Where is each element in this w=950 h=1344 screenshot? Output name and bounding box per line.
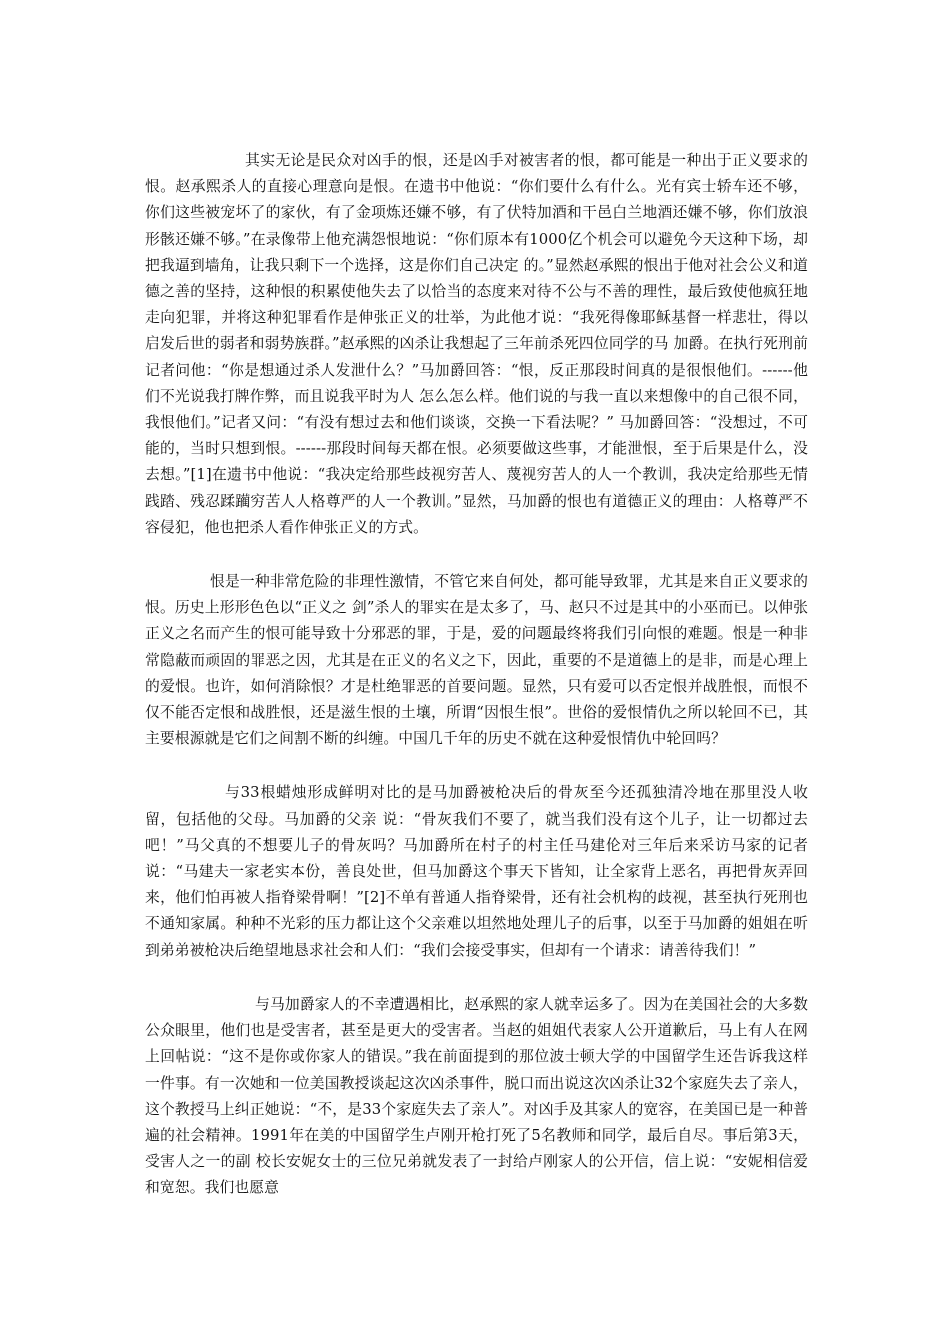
paragraph-3: 与33根蜡烛形成鲜明对比的是马加爵被枪决后的骨灰至今还孤独清冷地在那里没人收留，包括他的父母。马加爵的父亲 说：“骨灰我们不要了，就当我们没有这个儿子，让一切都过去吧！”马父真的不想要儿子的骨灰吗？马加爵所在村子的村主任马建伦对三年后来采访马家的记者说：“马建夫一家老实本份，善良处世，但马加爵这个事天下皆知，让全家背上恶名，再把骨灰弄回来，他们怕再被人指脊梁骨啊！”[2]不单有普通人指脊梁骨，还有社会机构的歧视，甚至执行死刑也不通知家属。种种不光彩的压力都让这个父亲难以坦然地处理儿子的后事，以至于马加爵的姐姐在听到弟弟被枪决后绝望地恳求社会和人们：“我们会接受事实，但却有一个请求：请善待我们！” <box>145 784 808 959</box>
paragraph-4: 与马加爵家人的不幸遭遇相比，赵承熙的家人就幸运多了。因为在美国社会的大多数公众眼里，他们也是受害者，甚至是更大的受害者。当赵的姐姐代表家人公开道歉后，马上有人在网上回帖说：“这不是你或你家人的错误。”我在前面提到的那位波士顿大学的中国留学生还告诉我这样 一件事。有一次她和一位美国教授谈起这次凶杀事件，脱口而出说这次凶杀让32个家庭失去了亲人，这个教授马上纠正她说：“不，是33个家庭失去了亲人”。对凶手及其家人的宽容，在美国已是一种普遍的社会精神。1991年在美的中国留学生卢刚开枪打死了5名教师和同学，最后自尽。事后第3天，受害人之一的副 校长安妮女士的三位兄弟就发表了一封给卢刚家人的公开信，信上说：“安妮相信爱和宽恕。我们也愿意 <box>145 995 808 1197</box>
paragraph-2: 恨是一种非常危险的非理性激情，不管它来自何处，都可能导致罪，尤其是来自正义要求的恨。历史上形形色色以“正义之 剑”杀人的罪实在是太多了，马、赵只不过是其中的小巫而已。以伸张正义之名而产生的恨可能导致十分邪恶的罪，于是，爱的问题最终将我们引向恨的难题。恨是一种非常隐蔽而顽固的罪恶之因，尤其是在正义的名义之下，因此，重要的不是道德上的是非，而是心理上的爱恨。也许，如何消除恨？才是杜绝罪恶的首要问题。显然，只有爱可以否定恨并战胜恨，而恨不仅不能否定恨和战胜恨，还是滋生恨的土壤，所谓“因恨生恨”。世俗的爱恨情仇之所以轮回不已，其主要根源就是它们之间割不断的纠缠。中国几千年的历史不就在这种爱恨情仇中轮回吗？ <box>145 573 808 748</box>
paragraph-1: 其实无论是民众对凶手的恨，还是凶手对被害者的恨，都可能是一种出于正义要求的恨。赵承熙杀人的直接心理意向是恨。在遗书中他说：“你们要什么有什么。光有宾士轿车还不够，你们这些被宠坏了的家伙，有了金项炼还嫌不够，有了伏特加酒和干邑白兰地酒还嫌不够，你们放浪形骸还嫌不够。”在录像带上他充满怨恨地说：“你们原本有1000亿个机会可以避免今天这种下场，却把我逼到墙角，让我只剩下一个选择，这是你们自己决定 的。”显然赵承熙的恨出于他对社会公义和道德之善的坚持，这种恨的积累使他失去了以恰当的态度来对待不公与不善的理性，最后致使他疯狂地走向犯罪，并将这种犯罪看作是伸张正义的壮举，为此他才说：“我死得像耶稣基督一样悲壮，得以启发后世的弱者和弱势族群。”赵承熙的凶杀让我想起了三年前杀死四位同学的马 加爵。在执行死刑前记者问他：“你是想通过杀人发泄什么？”马加爵回答：“恨，反正那段时间真的是很恨他们。------他们不光说我打牌作弊，而且说我平时为人 怎么怎么样。他们说的与我一直以来想像中的自己很不同，我恨他们。”记者又问：“有没有想过去和他们谈谈，交换一下看法呢？” 马加爵回答：“没想过，不可能的，当时只想到恨。------那段时间每天都在恨。必须要做这些事，才能泄恨，至于后果是什么，没去想。”[1]在遗书中他说：“我决定给那些歧视穷苦人、蔑视穷苦人的人一个教训，我决定给那些无情践踏、残忍蹂躏穷苦人人格尊严的人一个教训。”显然，马加爵的恨也有道德正义的理由：人格尊严不容侵犯，他也把杀人看作伸张正义的方式。 <box>145 152 808 536</box>
document-page <box>145 148 808 1202</box>
